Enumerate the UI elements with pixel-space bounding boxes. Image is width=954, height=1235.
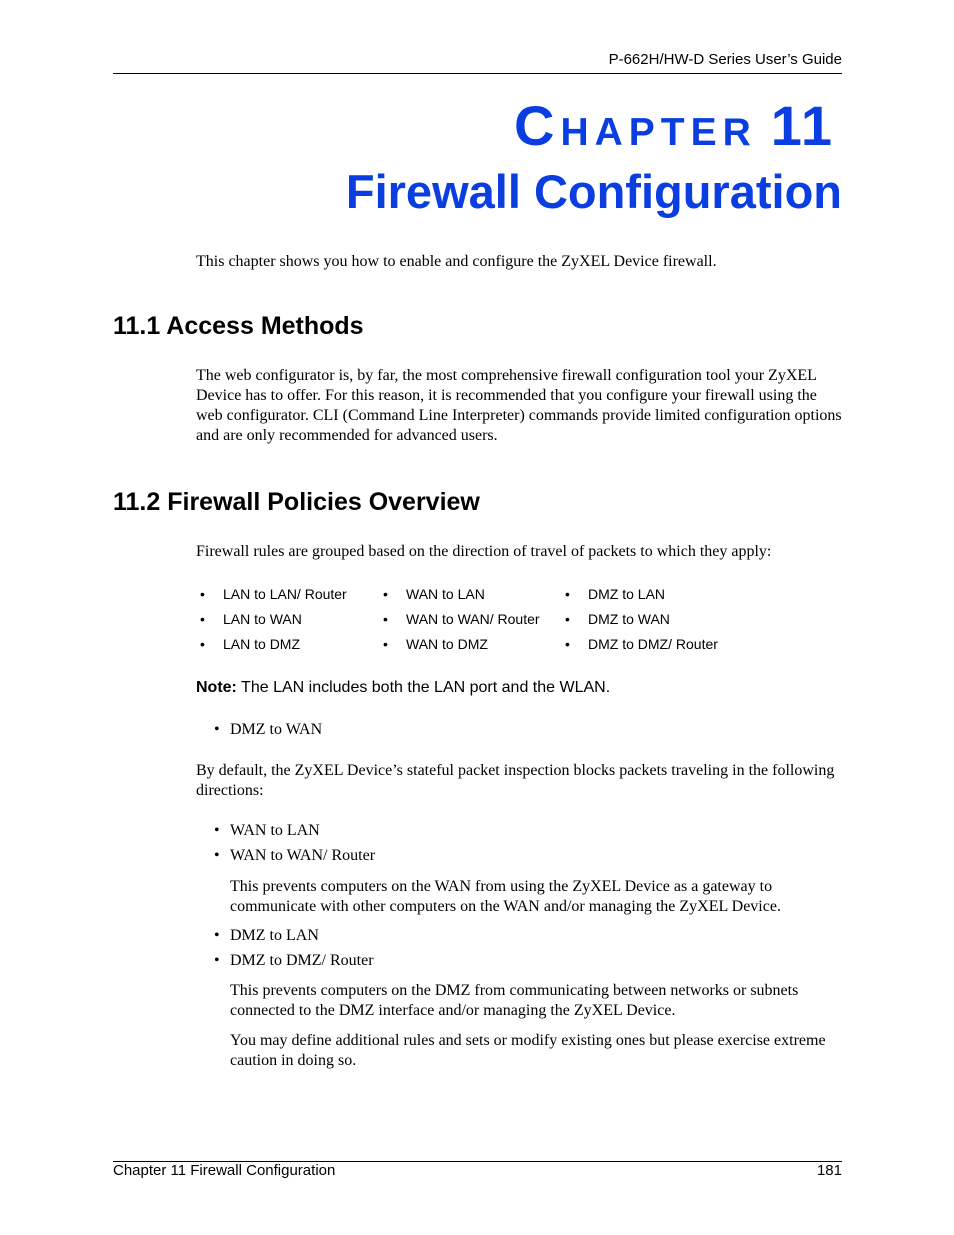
footer-chapter-ref: Chapter 11 Firewall Configuration [113,1162,336,1179]
note [196,679,610,697]
caution-paragraph: You may define additional rules and sets or modify existing ones but please exercise extreme caution in doing so. [230,1032,826,1069]
header-divider [113,73,842,74]
section-heading-firewall-policies: 11.2 Firewall Policies Overview [113,488,480,516]
default-blocking-paragraph: By default, the ZyXEL Device’s stateful packet inspection blocks packets traveling in the following directions: [196,762,835,799]
chapter-title: Firewall Configuration [345,165,842,218]
dmz-explanation-paragraph: This prevents computers on the DMZ from communicating between networks or subnets connected to the DMZ interface and/or managing the ZyXEL Device. [230,982,799,1019]
wan-explanation-paragraph: This prevents computers on the WAN from using the ZyXEL Device as a gateway to communicate with other computers on the WAN and/or managing the ZyXEL Device. [230,878,781,915]
access-methods-paragraph: The web configurator is, by far, the most comprehensive firewall configuration tool your ZyXEL Device has to offer. For this reason, it is recommended that you configure your firewall using the web configurator. CLI (Command Line Interpreter) commands provide limited configuration options and are only recommended for advanced users. [196,367,842,444]
chapter-number: 11 [770,94,834,157]
running-header: P-662H/HW-D Series User’s Guide [608,51,842,68]
note-label: Note: [196,679,237,696]
intro-paragraph: This chapter shows you how to enable and configure the ZyXEL Device firewall. [196,253,717,270]
chapter-word: Chapter [514,94,757,157]
chapter-label [514,94,834,157]
note-text: The LAN includes both the LAN port and the WLAN. [236,679,611,696]
section-heading-access-methods: 11.1 Access Methods [113,312,364,340]
page-number: 181 [816,1162,842,1179]
policies-paragraph: Firewall rules are grouped based on the direction of travel of packets to which they apply: [196,543,772,560]
